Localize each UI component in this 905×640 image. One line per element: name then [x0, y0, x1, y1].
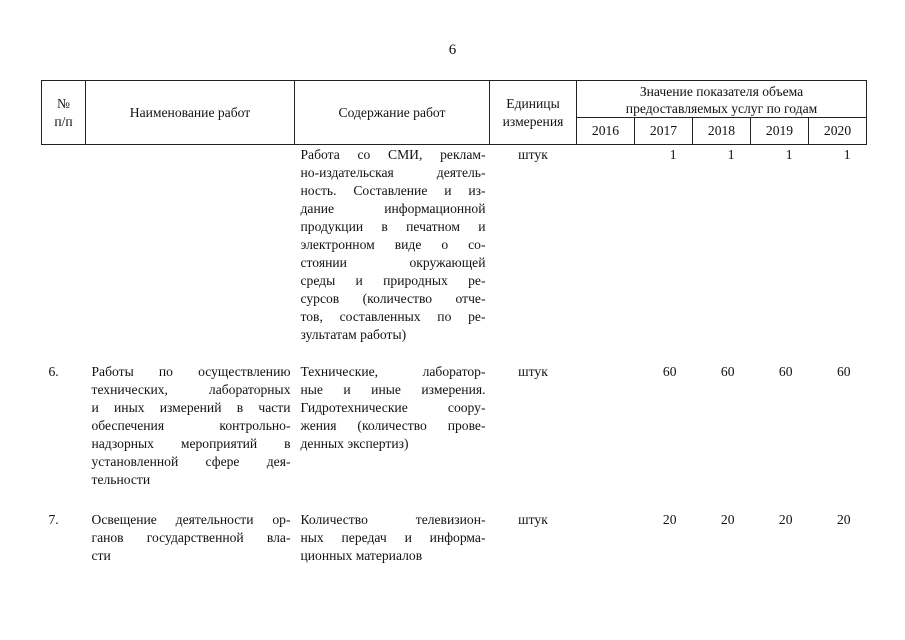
row-value-2018: 20 — [720, 512, 735, 527]
row-content-line: Технические, лаборатор- — [300, 364, 486, 379]
table-body — [42, 145, 867, 566]
row-number — [42, 145, 86, 345]
row-value-2018: 1 — [727, 147, 735, 162]
table-row — [42, 344, 867, 489]
header-num — [42, 81, 86, 145]
row-value-2019: 1 — [785, 147, 793, 162]
row-name-line: и иных измерений в части — [91, 400, 291, 415]
row-content-line: среды и природных ре- — [300, 273, 486, 288]
row-number: 6. — [48, 364, 59, 379]
header-content: Содержание работ — [295, 81, 490, 145]
row-name-line: технических, лабораторных — [91, 382, 291, 397]
row-value-2019: 60 — [778, 364, 793, 379]
row-value-2020: 60 — [836, 364, 851, 379]
row-content-line: Количество телевизион- — [300, 512, 486, 527]
row-unit: штук — [518, 364, 548, 379]
row-name — [86, 344, 295, 489]
header-year-2018: 2018 — [693, 118, 751, 145]
table-row — [42, 145, 867, 345]
row-content-line: ные и иные измерения. — [300, 382, 486, 397]
row-content-line: денных экспертиз) — [300, 436, 409, 451]
row-name-line: Работы по осуществлению — [91, 364, 291, 379]
header-values-title-line1: Значение показателя объема — [639, 84, 804, 99]
row-content-line: Гидротехнические соору- — [300, 400, 486, 415]
row-name-line: ганов государственной вла- — [91, 530, 291, 545]
row-name-line: Освещение деятельности ор- — [91, 512, 291, 527]
row-name-line: тельности — [91, 472, 151, 487]
row-content-line: сурсов (количество отче- — [300, 291, 486, 306]
row-content-line: тов, составленных по ре- — [300, 309, 486, 324]
row-unit: штук — [518, 147, 548, 162]
header-year-2020: 2020 — [809, 118, 867, 145]
row-content-line: Работа со СМИ, реклам- — [300, 147, 486, 162]
row-unit: штук — [518, 512, 548, 527]
row-content — [295, 489, 490, 565]
header-values-title — [577, 81, 867, 118]
page-number: 6 — [448, 42, 457, 58]
row-content-line: жения (количество прове- — [300, 418, 486, 433]
row-content-line: электронном виде о со- — [300, 237, 486, 252]
row-value-2020: 1 — [843, 147, 851, 162]
row-content-line: ных передач и информа- — [300, 530, 486, 545]
row-value-2018: 60 — [720, 364, 735, 379]
row-content-line: ционных материалов — [300, 548, 423, 563]
header-unit — [490, 81, 577, 145]
row-value-2016 — [577, 344, 635, 489]
header-year-2019: 2019 — [751, 118, 809, 145]
row-name-line: установленной сфере дея- — [91, 454, 291, 469]
row-value-2017: 60 — [662, 364, 677, 379]
header-unit-line2: измерения — [502, 113, 564, 129]
header-unit-line1: Единицы — [506, 95, 560, 111]
row-content-line: дание информационной — [300, 201, 486, 216]
row-value-2016 — [577, 489, 635, 565]
row-content-line: продукции в печатном и — [300, 219, 486, 234]
row-number: 7. — [48, 512, 59, 527]
header-num-line1: № — [57, 95, 70, 111]
row-value-2017: 20 — [662, 512, 677, 527]
row-content — [295, 145, 490, 345]
row-name-line: надзорных мероприятий в — [91, 436, 291, 451]
row-value-2019: 20 — [778, 512, 793, 527]
row-content-line: но-издательская деятель- — [300, 165, 486, 180]
header-name: Наименование работ — [86, 81, 295, 145]
row-content — [295, 344, 490, 489]
header-num-line2: п/п — [54, 113, 73, 129]
row-name — [86, 489, 295, 565]
table-row — [42, 489, 867, 565]
row-value-2016 — [577, 145, 635, 345]
row-content-line: ность. Составление и из- — [300, 183, 486, 198]
row-content-line: стоянии окружающей — [300, 255, 486, 270]
report-table — [41, 80, 867, 565]
header-values-title-line2: предоставляемых услуг по годам — [625, 101, 818, 116]
header-year-2017: 2017 — [635, 118, 693, 145]
header-year-2016: 2016 — [577, 118, 635, 145]
row-name — [86, 145, 295, 345]
table-header — [42, 81, 867, 145]
row-name-line: обеспечения контрольно- — [91, 418, 291, 433]
row-value-2017: 1 — [669, 147, 677, 162]
row-content-line: зультатам работы) — [300, 327, 407, 342]
row-value-2020: 20 — [836, 512, 851, 527]
row-name-line: сти — [91, 548, 111, 563]
